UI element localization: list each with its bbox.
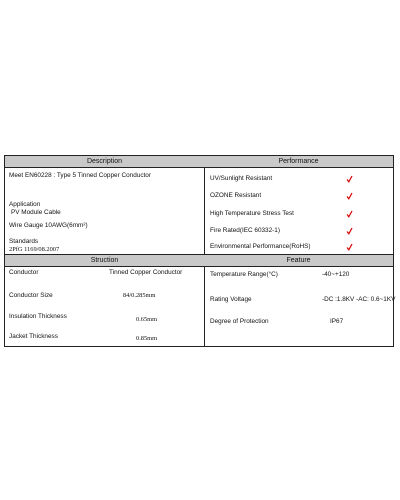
feature-header: Feature [204,254,393,267]
description-line-conductor: Meet EN60228 : Type 5 Tinned Copper Conductor [9,172,151,179]
struction-label-insulation: Insulation Thickness [9,313,67,320]
struction-header: Struction [5,254,204,267]
performance-header: Performance [204,156,393,168]
struction-label-conductor-size: Conductor Size [9,292,53,299]
performance-item-heat: High Temperature Stress Test [210,210,294,217]
feature-value-voltage: -DC :1.8KV -AC: 0.6~1KV [322,296,396,303]
checkmark-icon [346,210,353,218]
application-value: PV Module Cable [11,209,61,216]
standards-value: 2PfG 1169/08.2007 [9,246,60,253]
feature-label-voltage: Rating Voltage [210,296,252,303]
left-column [5,156,205,346]
struction-value-conductor: Tinned Copper Conductor [109,269,183,276]
wire-gauge: Wire Gauge 10AWG(6mm²) [9,222,88,229]
feature-label-protection: Degree of Protection [210,318,269,325]
performance-item-fire: Fire Rated(IEC 60332-1) [210,227,280,234]
checkmark-icon [346,243,353,251]
performance-item-rohs: Environmental Performance(RoHS) [210,243,311,250]
description-header: Description [5,156,204,168]
struction-label-conductor: Conductor [9,269,39,276]
feature-value-temperature: -40~+120 [322,271,350,278]
performance-item-uv: UV/Sunlight Resistant [210,175,273,182]
cable-spec-sheet [4,155,394,347]
struction-value-conductor-size: 84/0.285mm [123,292,156,299]
feature-value-protection: IP67 [330,318,344,325]
struction-value-jacket: 0.85mm [136,335,158,342]
application-label: Application [9,201,41,208]
performance-item-ozone: OZONE Resistant [210,192,262,199]
checkmark-icon [346,227,353,235]
struction-value-insulation: 0.65mm [136,316,158,323]
checkmark-icon [346,175,353,183]
struction-label-jacket: Jacket Thickness [9,333,58,340]
standards-label: Standards [9,238,39,245]
feature-label-temperature: Temperature Range(°C) [210,271,278,278]
checkmark-icon [346,192,353,200]
right-column [204,156,396,346]
